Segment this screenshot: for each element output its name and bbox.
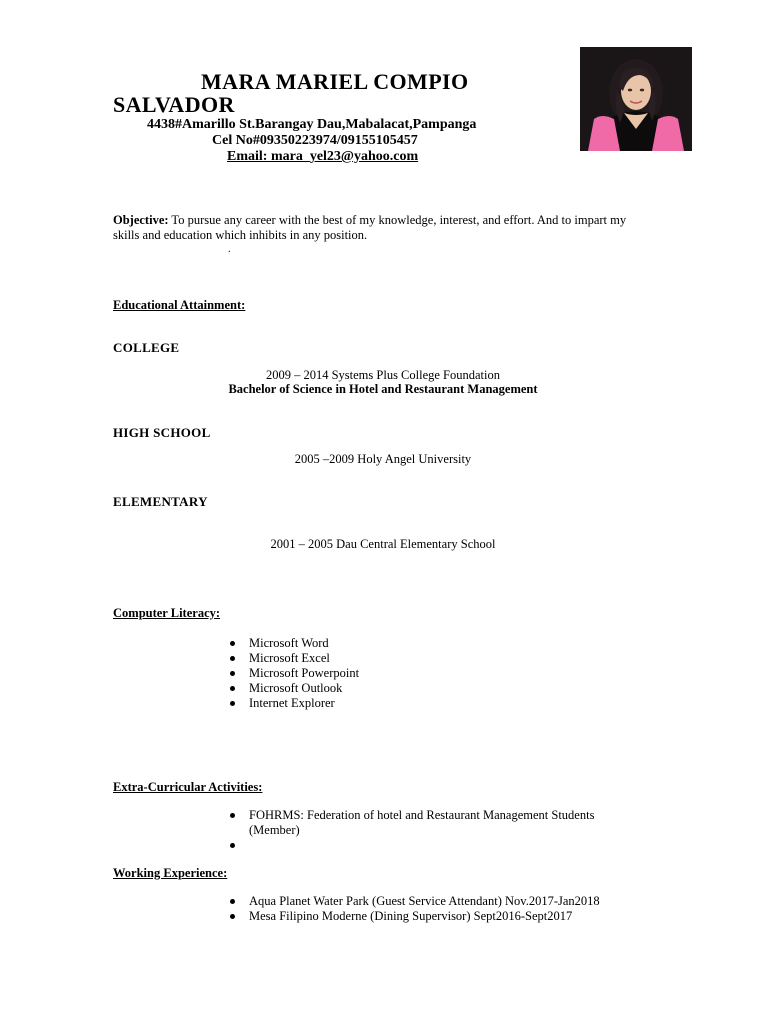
objective-label: Objective: (113, 213, 169, 227)
high-school-line: 2005 –2009 Holy Angel University (294, 452, 472, 466)
elementary-label: ELEMENTARY (113, 494, 208, 509)
working-experience-list (230, 894, 630, 924)
objective-paragraph (113, 213, 653, 243)
applicant-name: MARA MARIEL COMPIO SALVADOR (113, 69, 469, 117)
phone-line: Cel No#09350223974/09155105457 (212, 133, 418, 148)
high-school-label: HIGH SCHOOL (113, 425, 211, 440)
education-heading: Educational Attainment: (113, 298, 246, 312)
extra-curricular-heading: Extra-Curricular Activities: (113, 780, 263, 794)
list-item: FOHRMS: Federation of hotel and Restaurant Management Students (Member) (230, 808, 630, 838)
computer-literacy-heading: Computer Literacy: (113, 606, 221, 620)
computer-literacy-list (230, 636, 630, 711)
college-label: COLLEGE (113, 340, 180, 355)
working-experience-heading: Working Experience: (113, 866, 228, 880)
college-degree: Bachelor of Science in Hotel and Restaurant Management (228, 382, 538, 396)
stray-dot: . (228, 244, 231, 255)
list-item: Microsoft Word (230, 636, 630, 651)
list-item: Microsoft Excel (230, 651, 630, 666)
list-item: Internet Explorer (230, 696, 630, 711)
elementary-line: 2001 – 2005 Dau Central Elementary School (270, 537, 496, 551)
email-line: Email: mara_yel23@yahoo.com (227, 149, 419, 164)
list-item: Mesa Filipino Moderne (Dining Supervisor) Sept2016-Sept2017 (230, 909, 630, 924)
objective-text: To pursue any career with the best of my knowledge, interest, and effort. And to impart my skills and education which inhibits in any position. (113, 213, 627, 242)
list-item (230, 838, 630, 853)
address-line: 4438#Amarillo St.Barangay Dau,Mabalacat,Pampanga (147, 117, 477, 132)
extra-curricular-list (230, 808, 630, 853)
list-item: Aqua Planet Water Park (Guest Service Attendant) Nov.2017-Jan2018 (230, 894, 630, 909)
list-item: Microsoft Powerpoint (230, 666, 630, 681)
profile-photo (580, 47, 692, 151)
graduation-portrait-image (580, 47, 692, 151)
list-item: Microsoft Outlook (230, 681, 630, 696)
college-line: 2009 – 2014 Systems Plus College Foundation (265, 368, 501, 382)
